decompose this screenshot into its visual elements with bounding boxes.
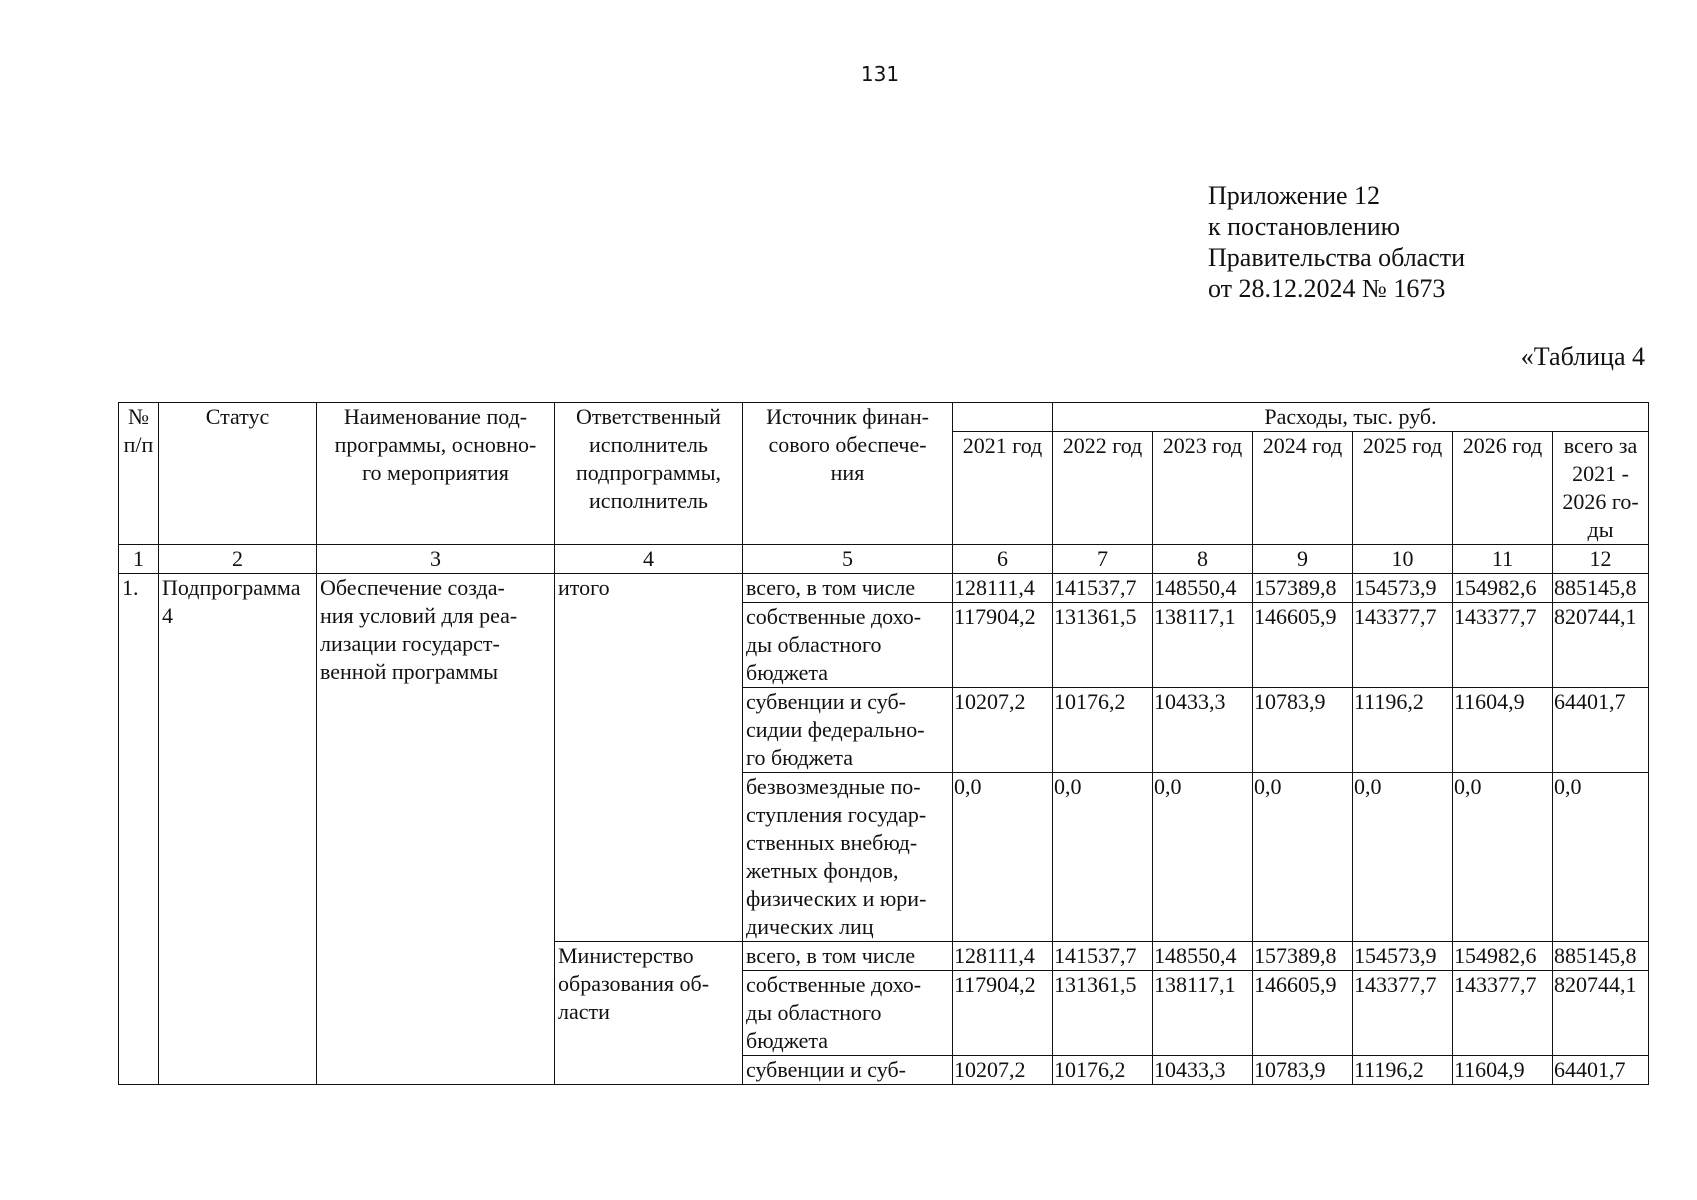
header-name: Наименование под- программы, основно- го мероприятия	[317, 403, 555, 545]
column-number: 3	[317, 545, 555, 574]
value-cell: 64401,7	[1553, 688, 1649, 773]
value-cell: 820744,1	[1553, 603, 1649, 688]
source-cell: субвенции и суб- сидии федерально- го бюджета	[743, 688, 953, 773]
executor-cell: итого	[555, 574, 743, 942]
appendix-block	[1208, 180, 1465, 304]
value-cell: 154573,9	[1353, 574, 1453, 603]
source-cell: безвозмездные по- ступления государ- ственных внебюд- жетных фондов, физических и юри- дических лиц	[743, 773, 953, 942]
value-cell: 157389,8	[1253, 574, 1353, 603]
value-cell: 10207,2	[953, 1056, 1053, 1085]
column-number: 2	[159, 545, 317, 574]
value-cell: 885145,8	[1553, 942, 1649, 971]
column-number: 7	[1053, 545, 1153, 574]
source-cell: всего, в том числе	[743, 574, 953, 603]
value-cell: 10176,2	[1053, 1056, 1153, 1085]
source-cell: собственные дохо- ды областного бюджета	[743, 603, 953, 688]
appendix-line: Приложение 12	[1208, 181, 1381, 210]
value-cell: 10176,2	[1053, 688, 1153, 773]
value-cell: 0,0	[1253, 773, 1353, 942]
value-cell: 0,0	[1553, 773, 1649, 942]
value-cell: 0,0	[1153, 773, 1253, 942]
executor-cell: Министерство образования об- ласти	[555, 942, 743, 1085]
value-cell: 10433,3	[1153, 688, 1253, 773]
value-cell: 141537,7	[1053, 574, 1153, 603]
value-cell: 117904,2	[953, 971, 1053, 1056]
row-name: Обеспечение созда- ния условий для реа- лизации государст- венной программы	[317, 574, 555, 1085]
value-cell: 143377,7	[1353, 971, 1453, 1056]
value-cell: 143377,7	[1453, 971, 1553, 1056]
value-cell: 820744,1	[1553, 971, 1649, 1056]
source-cell: субвенции и суб-	[743, 1056, 953, 1085]
header-executor: Ответственный исполнитель подпрограммы, исполнитель	[555, 403, 743, 545]
value-cell: 146605,9	[1253, 971, 1353, 1056]
value-cell: 128111,4	[953, 942, 1053, 971]
value-cell: 154982,6	[1453, 942, 1553, 971]
header-status: Статус	[159, 403, 317, 545]
value-cell: 10783,9	[1253, 688, 1353, 773]
page-number: 131	[860, 62, 900, 86]
value-cell: 0,0	[953, 773, 1053, 942]
value-cell: 11604,9	[1453, 688, 1553, 773]
table-caption: «Таблица 4	[1520, 342, 1645, 371]
column-number: 8	[1153, 545, 1253, 574]
header-row	[119, 403, 1649, 432]
header-year: 2023 год	[1153, 432, 1253, 545]
value-cell: 10207,2	[953, 688, 1053, 773]
header-year: 2021 год	[953, 432, 1053, 545]
value-cell: 11196,2	[1353, 688, 1453, 773]
budget-table	[118, 402, 1649, 1085]
column-number: 6	[953, 545, 1053, 574]
header-source: Источник финан- сового обеспече- ния	[743, 403, 953, 545]
column-number: 10	[1353, 545, 1453, 574]
row-number: 1.	[119, 574, 159, 1085]
value-cell: 0,0	[1353, 773, 1453, 942]
row-status: Подпрограмма 4	[159, 574, 317, 1085]
column-number: 11	[1453, 545, 1553, 574]
value-cell: 138117,1	[1153, 971, 1253, 1056]
value-cell: 143377,7	[1453, 603, 1553, 688]
appendix-line: Правительства области	[1208, 243, 1466, 272]
appendix-line: к постановлению	[1208, 212, 1401, 241]
column-number: 1	[119, 545, 159, 574]
column-number: 4	[555, 545, 743, 574]
source-cell: всего, в том числе	[743, 942, 953, 971]
value-cell: 157389,8	[1253, 942, 1353, 971]
value-cell: 148550,4	[1153, 574, 1253, 603]
value-cell: 128111,4	[953, 574, 1053, 603]
value-cell: 10433,3	[1153, 1056, 1253, 1085]
header-year: 2022 год	[1053, 432, 1153, 545]
column-number-row	[119, 545, 1649, 574]
value-cell: 138117,1	[1153, 603, 1253, 688]
value-cell: 154982,6	[1453, 574, 1553, 603]
column-number: 5	[743, 545, 953, 574]
source-cell: собственные дохо- ды областного бюджета	[743, 971, 953, 1056]
value-cell: 11604,9	[1453, 1056, 1553, 1085]
header-year: 2026 год	[1453, 432, 1553, 545]
header-year: 2025 год	[1353, 432, 1453, 545]
header-total: всего за 2021 - 2026 го- ды	[1553, 432, 1649, 545]
value-cell: 146605,9	[1253, 603, 1353, 688]
header-expenses: Расходы, тыс. руб.	[1053, 403, 1649, 432]
appendix-line: от 28.12.2024 № 1673	[1208, 274, 1446, 303]
value-cell: 0,0	[1453, 773, 1553, 942]
value-cell: 117904,2	[953, 603, 1053, 688]
value-cell: 11196,2	[1353, 1056, 1453, 1085]
value-cell: 10783,9	[1253, 1056, 1353, 1085]
header-year: 2024 год	[1253, 432, 1353, 545]
value-cell: 154573,9	[1353, 942, 1453, 971]
column-number: 9	[1253, 545, 1353, 574]
value-cell: 64401,7	[1553, 1056, 1649, 1085]
header-blank-cell	[953, 403, 1053, 432]
header-num: № п/п	[119, 403, 159, 545]
value-cell: 141537,7	[1053, 942, 1153, 971]
value-cell: 131361,5	[1053, 971, 1153, 1056]
value-cell: 0,0	[1053, 773, 1153, 942]
table-row	[119, 574, 1649, 603]
value-cell: 885145,8	[1553, 574, 1649, 603]
value-cell: 131361,5	[1053, 603, 1153, 688]
value-cell: 143377,7	[1353, 603, 1453, 688]
value-cell: 148550,4	[1153, 942, 1253, 971]
column-number: 12	[1553, 545, 1649, 574]
